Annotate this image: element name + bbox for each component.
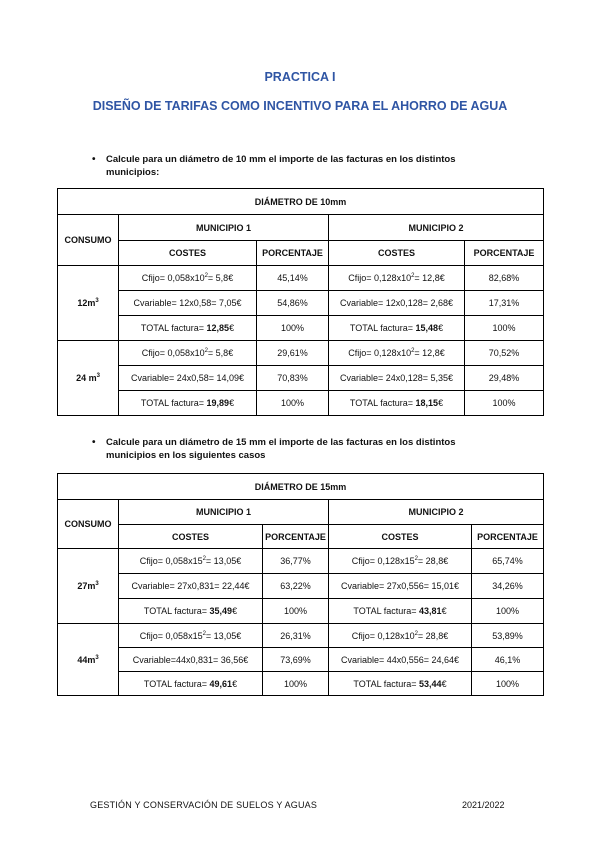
bullet-icon: • <box>92 437 96 448</box>
footer-year: 2021/2022 <box>462 800 505 810</box>
cost-cell: Cvariable= 27x0,556= 15,01€ <box>329 574 472 599</box>
percent-cell: 45,14% <box>257 266 329 291</box>
percent-cell: 26,31% <box>263 624 329 648</box>
municipio-2-header: MUNICIPIO 2 <box>329 500 544 525</box>
table-diameter-15 <box>57 473 544 696</box>
cost-cell: Cvariable= 27x0,831= 22,44€ <box>119 574 263 599</box>
cost-cell: Cvariable=44x0,831= 36,56€ <box>119 648 263 672</box>
percent-cell: 100% <box>465 316 544 341</box>
costes-header: COSTES <box>329 525 472 549</box>
percent-cell: 70,52% <box>465 341 544 366</box>
percent-cell: 100% <box>257 316 329 341</box>
percent-cell: 100% <box>263 672 329 696</box>
table-row <box>58 391 544 416</box>
table-title: DIÁMETRO DE 10mm <box>58 189 544 215</box>
percent-cell: 73,69% <box>263 648 329 672</box>
total-cell: TOTAL factura= 18,15€ <box>329 391 465 416</box>
bullet-icon: • <box>92 154 96 165</box>
percent-cell: 46,1% <box>472 648 544 672</box>
table-row <box>58 549 544 574</box>
costes-header: COSTES <box>329 241 465 266</box>
table-diameter-10 <box>57 188 544 416</box>
cost-cell: Cfijo= $0,058x10^2=$ 5,8€ <box>119 341 257 366</box>
total-cell: TOTAL factura= 53,44€ <box>329 672 472 696</box>
percent-cell: 54,86% <box>257 291 329 316</box>
cost-cell: Cfijo= $0,128x10^2=$ 12,8€ <box>329 266 465 291</box>
porcentaje-header: PORCENTAJE <box>465 241 544 266</box>
consumo-cell: $44m^3$ <box>58 624 119 696</box>
cost-cell: Cvariable= 24x0,128= 5,35€ <box>329 366 465 391</box>
table-row <box>58 648 544 672</box>
percent-cell: 34,26% <box>472 574 544 599</box>
total-cell: TOTAL factura= 15,48€ <box>329 316 465 341</box>
consumo-cell: $12m^3$ <box>58 266 119 341</box>
consumo-cell: 24 $m^3$ <box>58 341 119 416</box>
percent-cell: 100% <box>465 391 544 416</box>
table-row <box>58 574 544 599</box>
percent-cell: 36,77% <box>263 549 329 574</box>
cost-cell: Cvariable= 24x0,58= 14,09€ <box>119 366 257 391</box>
percent-cell: 53,89% <box>472 624 544 648</box>
percent-cell: 100% <box>472 672 544 696</box>
cost-cell: Cfijo= $0,058x10^2=$ 5,8€ <box>119 266 257 291</box>
page-subtitle: DISEÑO DE TARIFAS COMO INCENTIVO PARA EL AHORRO DE AGUA <box>92 99 508 113</box>
percent-cell: 100% <box>257 391 329 416</box>
percent-cell: 82,68% <box>465 266 544 291</box>
percent-cell: 29,61% <box>257 341 329 366</box>
percent-cell: 100% <box>472 599 544 624</box>
cost-cell: Cfijo= $0,128x10^2=$ 28,8€ <box>329 624 472 648</box>
cost-cell: Cvariable= 44x0,556= 24,64€ <box>329 648 472 672</box>
porcentaje-header: PORCENTAJE <box>257 241 329 266</box>
table-row <box>58 266 544 291</box>
costes-header: COSTES <box>119 241 257 266</box>
percent-cell: 100% <box>263 599 329 624</box>
table-row <box>58 316 544 341</box>
consumo-header: CONSUMO <box>58 500 119 549</box>
cost-cell: Cfijo= $0,058x15^2=$ 13,05€ <box>119 624 263 648</box>
municipio-1-header: MUNICIPIO 1 <box>119 500 329 525</box>
total-cell: TOTAL factura= 12,85€ <box>119 316 257 341</box>
table-row <box>58 599 544 624</box>
table-row <box>58 672 544 696</box>
cost-cell: Cfijo= $0,058x15^2=$ 13,05€ <box>119 549 263 574</box>
municipio-2-header: MUNICIPIO 2 <box>329 215 544 241</box>
bullet-section-1: • Calcule para un diámetro de 10 mm el importe de las facturas en los distintos municipios: <box>92 154 456 178</box>
percent-cell: 17,31% <box>465 291 544 316</box>
consumo-header: CONSUMO <box>58 215 119 266</box>
total-cell: TOTAL factura= 19,89€ <box>119 391 257 416</box>
page-title: PRACTICA I <box>264 70 336 84</box>
cost-cell: Cfijo= $0,128x10^2=$ 12,8€ <box>329 341 465 366</box>
table-row <box>58 291 544 316</box>
cost-cell: Cvariable= 12x0,128= 2,68€ <box>329 291 465 316</box>
bullet-section-2: • Calcule para un diámetro de 15 mm el importe de las facturas en los distintos municipios en los siguientes casos <box>92 437 456 461</box>
cost-cell: Cfijo= $0,128x15^2=$ 28,8€ <box>329 549 472 574</box>
percent-cell: 29,48% <box>465 366 544 391</box>
municipio-1-header: MUNICIPIO 1 <box>119 215 329 241</box>
consumo-cell: $27m^3$ <box>58 549 119 624</box>
table-title: DIÁMETRO DE 15mm <box>58 474 544 500</box>
percent-cell: 63,22% <box>263 574 329 599</box>
porcentaje-header: PORCENTAJE <box>472 525 544 549</box>
porcentaje-header: PORCENTAJE <box>263 525 329 549</box>
table-row <box>58 341 544 366</box>
cost-cell: Cvariable= 12x0,58= 7,05€ <box>119 291 257 316</box>
table-row <box>58 624 544 648</box>
total-cell: TOTAL factura= 49,61€ <box>119 672 263 696</box>
percent-cell: 65,74% <box>472 549 544 574</box>
percent-cell: 70,83% <box>257 366 329 391</box>
footer-course: GESTIÓN Y CONSERVACIÓN DE SUELOS Y AGUAS <box>90 800 318 810</box>
total-cell: TOTAL factura= 43,81€ <box>329 599 472 624</box>
total-cell: TOTAL factura= 35,49€ <box>119 599 263 624</box>
costes-header: COSTES <box>119 525 263 549</box>
table-row <box>58 366 544 391</box>
